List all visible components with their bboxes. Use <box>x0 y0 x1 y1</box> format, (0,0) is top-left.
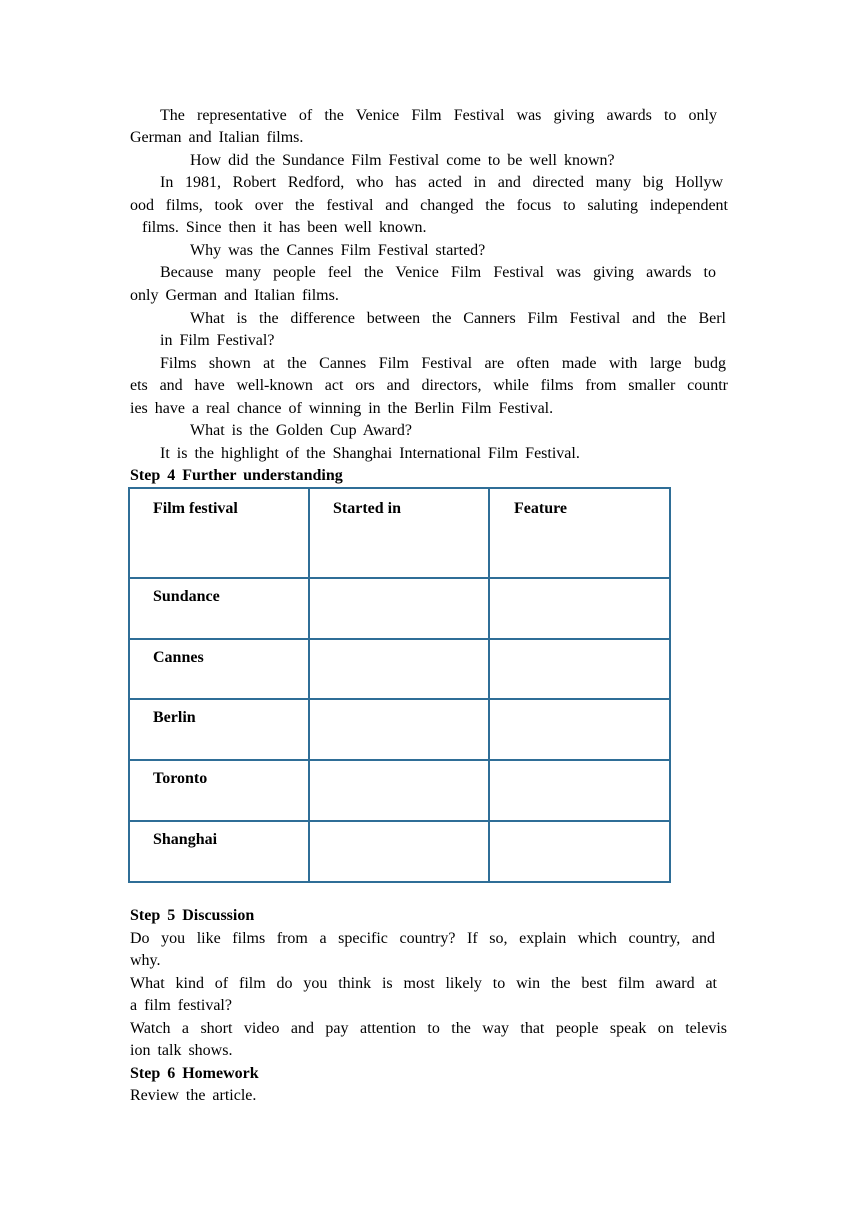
text-line: What kind of film do you think is most likely to win the best film award at <box>130 975 717 992</box>
blank-cell <box>309 760 489 821</box>
step4-heading: Step 4 Further understanding <box>130 467 343 484</box>
question-line: What is the difference between the Canners Film Festival and the Berl <box>190 310 726 327</box>
text-line: German and Italian films. <box>130 129 304 146</box>
text-line: Do you like films from a specific country? If so, explain which country, and <box>130 930 715 947</box>
text-line: a film festival? <box>130 997 232 1014</box>
blank-cell <box>489 760 670 821</box>
blank-cell <box>309 821 489 882</box>
table-row <box>129 578 670 639</box>
row-label: Cannes <box>129 639 309 699</box>
text-line: films. Since then it has been well known. <box>142 219 427 236</box>
blank-cell <box>309 578 489 639</box>
text-line: Review the article. <box>130 1087 257 1104</box>
header-started-in: Started in <box>309 488 489 578</box>
text-line: ion talk shows. <box>130 1042 233 1059</box>
table-header-row <box>129 488 670 578</box>
festival-table <box>128 487 671 883</box>
question-line: in Film Festival? <box>160 332 275 349</box>
question-line: What is the Golden Cup Award? <box>190 422 412 439</box>
header-feature: Feature <box>489 488 670 578</box>
row-label: Berlin <box>129 699 309 760</box>
step5-heading: Step 5 Discussion <box>130 907 255 924</box>
question-line: How did the Sundance Film Festival come to be well known? <box>190 152 615 169</box>
text-line: ood films, took over the festival and changed the focus to saluting independent <box>130 197 728 214</box>
question-line: Why was the Cannes Film Festival started? <box>190 242 486 259</box>
text-line: In 1981, Robert Redford, who has acted in and directed many big Hollyw <box>160 174 723 191</box>
table-row <box>129 699 670 760</box>
text-line: Because many people feel the Venice Film Festival was giving awards to <box>160 264 716 281</box>
table-row <box>129 639 670 699</box>
row-label: Sundance <box>129 578 309 639</box>
text-line: Watch a short video and pay attention to the way that people speak on televis <box>130 1020 727 1037</box>
blank-cell <box>489 639 670 699</box>
text-line: ies have a real chance of winning in the Berlin Film Festival. <box>130 400 554 417</box>
row-label: Toronto <box>129 760 309 821</box>
blank-cell <box>489 821 670 882</box>
text-line: It is the highlight of the Shanghai International Film Festival. <box>160 445 580 462</box>
text-line: Films shown at the Cannes Film Festival are often made with large budg <box>160 355 726 372</box>
text-line: ets and have well-known act ors and directors, while films from smaller countr <box>130 377 728 394</box>
text-line: only German and Italian films. <box>130 287 339 304</box>
header-film-festival: Film festival <box>129 488 309 578</box>
text-line: why. <box>130 952 161 969</box>
table-row <box>129 821 670 882</box>
blank-cell <box>489 578 670 639</box>
table-row <box>129 760 670 821</box>
text-line: The representative of the Venice Film Festival was giving awards to only <box>160 107 717 124</box>
step6-heading: Step 6 Homework <box>130 1065 259 1082</box>
blank-cell <box>309 639 489 699</box>
blank-cell <box>489 699 670 760</box>
blank-cell <box>309 699 489 760</box>
row-label: Shanghai <box>129 821 309 882</box>
